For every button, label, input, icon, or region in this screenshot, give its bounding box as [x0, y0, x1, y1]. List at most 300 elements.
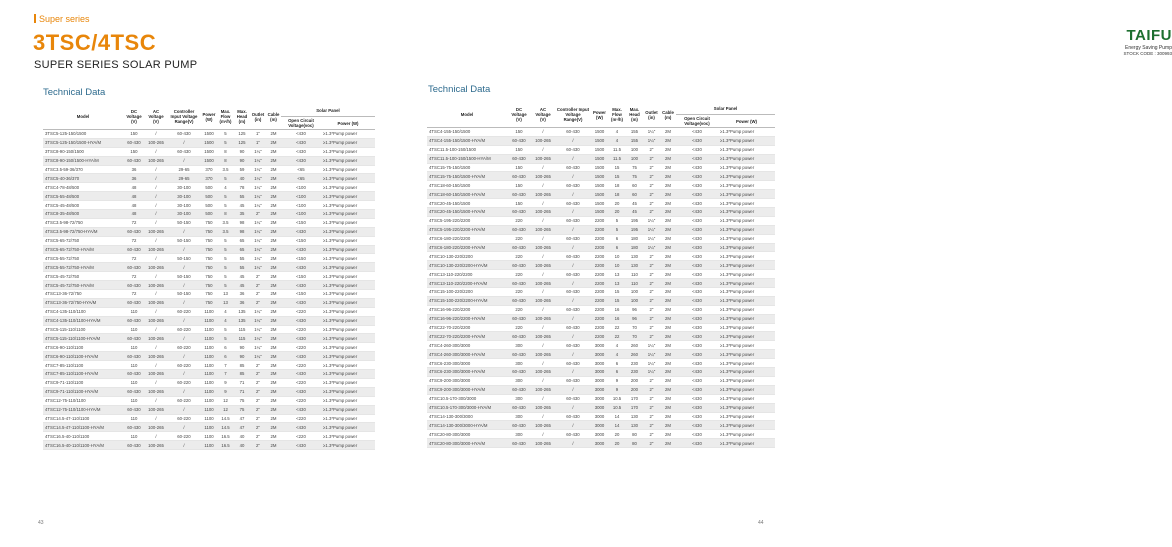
cell-ac-voltage: 100-265 [531, 368, 555, 377]
cell-panel-power: ≥1.3*Pump power [718, 145, 775, 154]
table-row [43, 254, 375, 263]
cell-power: 1100 [201, 325, 217, 334]
table-row [43, 183, 375, 192]
section-title-left: Technical Data [43, 87, 106, 98]
cell-open-circuit-voltage: <220 [281, 361, 321, 370]
cell-max-head: 60 [626, 181, 643, 190]
cell-ac-voltage: 100-265 [145, 245, 167, 254]
cell-max-head: 230 [626, 368, 643, 377]
cell-max-head: 71 [234, 387, 250, 396]
cell-max-head: 230 [626, 359, 643, 368]
cell-max-flow: 11.5 [608, 145, 626, 154]
cell-controller-voltage: 60-220 [167, 325, 201, 334]
table-row [43, 325, 375, 334]
cell-max-head: 55 [234, 263, 250, 272]
cell-cable: 2M [660, 181, 676, 190]
cell-power: 1500 [201, 138, 217, 147]
cell-ac-voltage: 100-265 [145, 334, 167, 343]
cell-max-flow: 6 [217, 343, 234, 352]
cell-max-flow: 10.5 [608, 403, 626, 412]
cell-ac-voltage: 100-265 [145, 405, 167, 414]
cell-max-head: 47 [234, 414, 250, 423]
cell-max-head: 40 [234, 174, 250, 183]
col-header-cable: Cable (m) [266, 104, 281, 130]
cell-dc-voltage: 60-430 [123, 370, 145, 379]
cell-dc-voltage: 60-430 [123, 263, 145, 272]
cell-ac-voltage: / [145, 432, 167, 441]
cell-model: 4TSC5-65-72/750 [43, 236, 123, 245]
cell-cable: 2M [660, 243, 676, 252]
cell-power: 1500 [591, 154, 608, 163]
cell-panel-power: ≥1.3*Pump power [321, 325, 375, 334]
cell-dc-voltage: 48 [123, 210, 145, 219]
cell-max-flow: 5 [217, 263, 234, 272]
cell-controller-voltage: / [167, 156, 201, 165]
cell-cable: 2M [660, 376, 676, 385]
cell-outlet: 2" [250, 378, 266, 387]
table-row [43, 210, 375, 219]
cell-power: 2200 [591, 216, 608, 225]
cell-open-circuit-voltage: <430 [676, 288, 718, 297]
col-header-controller: Controller Input Voltage Range(V) [555, 102, 591, 128]
cell-cable: 2M [266, 298, 281, 307]
cell-dc-voltage: 60-430 [507, 296, 531, 305]
cell-controller-voltage: / [555, 172, 591, 181]
cell-panel-power: ≥1.3*Pump power [321, 245, 375, 254]
cell-max-flow: 6 [608, 243, 626, 252]
cell-ac-voltage: 100-265 [145, 156, 167, 165]
cell-panel-power: ≥1.3*Pump power [718, 288, 775, 297]
cell-power: 2200 [591, 323, 608, 332]
cell-outlet: 1¼" [643, 136, 660, 145]
cell-open-circuit-voltage: <430 [676, 225, 718, 234]
cell-max-head: 40 [234, 441, 250, 450]
cell-max-head: 260 [626, 341, 643, 350]
cell-dc-voltage: 60-430 [123, 423, 145, 432]
cell-model: 4TSC6-90-110/1100-HYA/M [43, 352, 123, 361]
cell-controller-voltage: 50-150 [167, 272, 201, 281]
cell-outlet: 2" [643, 439, 660, 448]
cell-open-circuit-voltage: <430 [281, 281, 321, 290]
cell-outlet: 2" [250, 290, 266, 299]
page-title: 3TSC/4TSC [33, 30, 157, 55]
cell-ac-voltage: 100-265 [145, 263, 167, 272]
cell-power: 1100 [201, 396, 217, 405]
cell-open-circuit-voltage: <430 [676, 163, 718, 172]
cell-max-head: 75 [234, 405, 250, 414]
cell-cable: 2M [660, 145, 676, 154]
cell-open-circuit-voltage: <430 [281, 423, 321, 432]
cell-outlet: 1¼" [250, 263, 266, 272]
cell-cable: 2M [266, 174, 281, 183]
cell-cable: 2M [266, 218, 281, 227]
cell-dc-voltage: 72 [123, 290, 145, 299]
cell-model: 4TSC4-135-110/1100-HYA/M [43, 316, 123, 325]
cell-outlet: 2" [643, 430, 660, 439]
cell-cable: 2M [660, 394, 676, 403]
cell-max-flow: 4 [217, 183, 234, 192]
cell-model: 4TSC4-260-300/3000-HYA/M [427, 350, 507, 359]
cell-ac-voltage: 100-265 [531, 136, 555, 145]
cell-power: 750 [201, 218, 217, 227]
col-header-open-circuit: Open Circuit Voltage(voc) [676, 115, 718, 128]
table-row [427, 403, 775, 412]
cell-ac-voltage: / [531, 199, 555, 208]
cell-power: 1100 [201, 316, 217, 325]
cell-model: 4TSC6-90-110/1100 [43, 343, 123, 352]
col-header-ac-voltage: AC Voltage (V) [145, 104, 167, 130]
cell-outlet: 1¼" [250, 192, 266, 201]
cell-max-head: 180 [626, 243, 643, 252]
cell-panel-power: ≥1.3*Pump power [718, 199, 775, 208]
cell-outlet: 2" [643, 314, 660, 323]
table-row [43, 343, 375, 352]
cell-power: 1500 [591, 136, 608, 145]
cell-cable: 2M [660, 270, 676, 279]
cell-open-circuit-voltage: <150 [281, 236, 321, 245]
cell-open-circuit-voltage: <430 [676, 154, 718, 163]
cell-open-circuit-voltage: <430 [676, 279, 718, 288]
cell-controller-voltage: / [167, 138, 201, 147]
cell-ac-voltage: / [531, 128, 555, 137]
cell-panel-power: ≥1.3*Pump power [321, 130, 375, 139]
cell-model: 4TSC4-155-150/1500 [427, 128, 507, 137]
cell-panel-power: ≥1.3*Pump power [718, 208, 775, 217]
cell-outlet: 2" [643, 190, 660, 199]
cell-panel-power: ≥1.3*Pump power [718, 305, 775, 314]
section-title-right: Technical Data [428, 84, 491, 95]
cell-dc-voltage: 150 [123, 130, 145, 139]
cell-model: 4TSC18-60-150/1500-HYA/M [427, 190, 507, 199]
logo-stock-code: STOCK CODE : 300993 [1123, 51, 1172, 56]
series-accent-bar [34, 14, 36, 23]
table-row [427, 234, 775, 243]
cell-panel-power: ≥1.3*Pump power [718, 350, 775, 359]
cell-power: 2200 [591, 296, 608, 305]
cell-panel-power: ≥1.3*Pump power [718, 234, 775, 243]
cell-max-flow: 18 [608, 190, 626, 199]
cell-dc-voltage: 110 [123, 307, 145, 316]
cell-dc-voltage: 48 [123, 192, 145, 201]
cell-controller-voltage: 60-220 [167, 343, 201, 352]
cell-max-head: 80 [626, 430, 643, 439]
cell-max-head: 260 [626, 350, 643, 359]
cell-outlet: 1¼" [250, 227, 266, 236]
cell-outlet: 1¼" [643, 243, 660, 252]
cell-ac-voltage: / [531, 145, 555, 154]
cell-outlet: 2" [643, 332, 660, 341]
cell-cable: 2M [266, 245, 281, 254]
cell-open-circuit-voltage: <430 [676, 208, 718, 217]
cell-power: 1100 [201, 423, 217, 432]
table-row [43, 414, 375, 423]
cell-power: 1500 [591, 199, 608, 208]
cell-max-flow: 13 [217, 290, 234, 299]
cell-cable: 2M [266, 138, 281, 147]
cell-power: 2200 [591, 261, 608, 270]
cell-ac-voltage: / [531, 234, 555, 243]
cell-dc-voltage: 300 [507, 376, 531, 385]
cell-model: 4TSC11.5-100-150/1500 [427, 145, 507, 154]
cell-panel-power: ≥1.3*Pump power [718, 252, 775, 261]
cell-ac-voltage: / [145, 290, 167, 299]
cell-cable: 2M [660, 368, 676, 377]
cell-panel-power: ≥1.3*Pump power [321, 254, 375, 263]
cell-outlet: 2" [250, 361, 266, 370]
cell-max-flow: 9 [217, 378, 234, 387]
cell-power: 3000 [591, 412, 608, 421]
cell-model: 4TSC4-155-150/1500-HYA/M [427, 136, 507, 145]
cell-model: 4TSC4-135-110/1100 [43, 307, 123, 316]
cell-open-circuit-voltage: <150 [281, 218, 321, 227]
cell-panel-power: ≥1.3*Pump power [718, 261, 775, 270]
cell-cable: 2M [266, 192, 281, 201]
cell-dc-voltage: 300 [507, 430, 531, 439]
cell-max-head: 65 [234, 245, 250, 254]
cell-open-circuit-voltage: <100 [281, 192, 321, 201]
cell-controller-voltage: / [555, 243, 591, 252]
cell-open-circuit-voltage: <430 [676, 216, 718, 225]
cell-max-flow: 22 [608, 332, 626, 341]
cell-panel-power: ≥1.3*Pump power [321, 147, 375, 156]
cell-outlet: 1¼" [643, 225, 660, 234]
cell-max-flow: 14 [608, 412, 626, 421]
cell-panel-power: ≥1.3*Pump power [321, 405, 375, 414]
cell-max-flow: 5 [217, 174, 234, 183]
cell-controller-voltage: 60-220 [167, 396, 201, 405]
cell-ac-voltage: 100-265 [531, 439, 555, 448]
cell-open-circuit-voltage: <430 [676, 181, 718, 190]
cell-cable: 2M [660, 350, 676, 359]
cell-power: 750 [201, 245, 217, 254]
cell-panel-power: ≥1.3*Pump power [718, 368, 775, 377]
cell-cable: 2M [266, 423, 281, 432]
cell-open-circuit-voltage: <430 [676, 190, 718, 199]
cell-ac-voltage: 100-265 [531, 332, 555, 341]
cell-dc-voltage: 60-430 [123, 281, 145, 290]
cell-max-flow: 5 [217, 325, 234, 334]
cell-panel-power: ≥1.3*Pump power [321, 227, 375, 236]
cell-max-head: 71 [234, 378, 250, 387]
cell-controller-voltage: / [555, 190, 591, 199]
cell-cable: 2M [266, 201, 281, 210]
cell-ac-voltage: 100-265 [531, 225, 555, 234]
cell-cable: 2M [660, 279, 676, 288]
cell-outlet: 2" [643, 403, 660, 412]
cell-panel-power: ≥1.3*Pump power [321, 236, 375, 245]
cell-panel-power: ≥1.3*Pump power [321, 396, 375, 405]
cell-model: 4TSC5-115-110/1100 [43, 325, 123, 334]
cell-model: 3TSC5-125-150/1500-HYA/M [43, 138, 123, 147]
cell-open-circuit-voltage: <150 [281, 290, 321, 299]
cell-open-circuit-voltage: <430 [676, 270, 718, 279]
cell-power: 2200 [591, 288, 608, 297]
cell-cable: 2M [660, 288, 676, 297]
cell-controller-voltage: 60-430 [555, 128, 591, 137]
cell-model: 4TSC8-35-48/500 [43, 210, 123, 219]
cell-outlet: 2" [250, 298, 266, 307]
cell-outlet: 1¼" [250, 165, 266, 174]
cell-dc-voltage: 60-430 [507, 190, 531, 199]
cell-dc-voltage: 110 [123, 396, 145, 405]
col-header-cable: Cable (m) [660, 102, 676, 128]
cell-ac-voltage: 100-265 [531, 350, 555, 359]
cell-ac-voltage: / [531, 181, 555, 190]
cell-ac-voltage: / [145, 210, 167, 219]
cell-max-head: 130 [626, 261, 643, 270]
cell-outlet: 1¼" [250, 245, 266, 254]
cell-cable: 2M [660, 172, 676, 181]
cell-max-head: 110 [626, 270, 643, 279]
table-row [427, 394, 775, 403]
cell-panel-power: ≥1.3*Pump power [718, 376, 775, 385]
cell-power: 750 [201, 254, 217, 263]
cell-cable: 2M [660, 439, 676, 448]
cell-power: 1100 [201, 387, 217, 396]
cell-power: 1100 [201, 361, 217, 370]
cell-max-head: 90 [234, 147, 250, 156]
cell-power: 1100 [201, 334, 217, 343]
cell-panel-power: ≥1.3*Pump power [321, 343, 375, 352]
cell-controller-voltage: 60-430 [555, 323, 591, 332]
cell-panel-power: ≥1.3*Pump power [321, 432, 375, 441]
cell-max-flow: 4 [608, 128, 626, 137]
cell-max-head: 75 [626, 163, 643, 172]
cell-ac-voltage: / [145, 147, 167, 156]
cell-panel-power: ≥1.3*Pump power [321, 156, 375, 165]
col-header-panel-power: Power (W) [718, 115, 775, 128]
cell-controller-voltage: / [167, 298, 201, 307]
cell-outlet: 2" [250, 281, 266, 290]
cell-outlet: 2" [643, 261, 660, 270]
cell-model: 4TSC16-96-220/2200 [427, 305, 507, 314]
cell-max-flow: 12 [217, 405, 234, 414]
cell-open-circuit-voltage: <430 [676, 403, 718, 412]
cell-panel-power: ≥1.3*Pump power [321, 387, 375, 396]
cell-ac-voltage: / [531, 270, 555, 279]
cell-open-circuit-voltage: <430 [676, 385, 718, 394]
table-row [43, 370, 375, 379]
table-row [43, 396, 375, 405]
cell-max-flow: 5 [217, 254, 234, 263]
cell-ac-voltage: 100-265 [531, 421, 555, 430]
cell-dc-voltage: 60-430 [123, 405, 145, 414]
cell-open-circuit-voltage: <430 [676, 234, 718, 243]
cell-max-flow: 15 [608, 296, 626, 305]
cell-controller-voltage: 29-65 [167, 165, 201, 174]
cell-controller-voltage: 30-100 [167, 192, 201, 201]
cell-max-flow: 16 [608, 305, 626, 314]
cell-ac-voltage: 100-265 [145, 441, 167, 450]
cell-controller-voltage: / [555, 332, 591, 341]
cell-open-circuit-voltage: <430 [676, 332, 718, 341]
cell-panel-power: ≥1.3*Pump power [321, 165, 375, 174]
table-row [427, 208, 775, 217]
cell-dc-voltage: 60-430 [123, 138, 145, 147]
col-header-model: Model [427, 102, 507, 128]
cell-cable: 2M [266, 272, 281, 281]
cell-cable: 2M [660, 332, 676, 341]
cell-panel-power: ≥1.3*Pump power [718, 332, 775, 341]
cell-dc-voltage: 72 [123, 254, 145, 263]
cell-panel-power: ≥1.3*Pump power [321, 210, 375, 219]
cell-outlet: 1¼" [643, 368, 660, 377]
table-row [43, 263, 375, 272]
cell-max-head: 85 [234, 361, 250, 370]
cell-power: 1500 [591, 172, 608, 181]
cell-cable: 2M [266, 281, 281, 290]
cell-power: 1100 [201, 370, 217, 379]
cell-outlet: 1" [250, 138, 266, 147]
cell-max-flow: 14.5 [217, 423, 234, 432]
cell-max-flow: 10.5 [608, 394, 626, 403]
cell-ac-voltage: 100-265 [531, 279, 555, 288]
table-row [427, 216, 775, 225]
cell-ac-voltage: / [531, 376, 555, 385]
cell-ac-voltage: 100-265 [145, 281, 167, 290]
cell-ac-voltage: 100-265 [531, 261, 555, 270]
cell-max-flow: 11.5 [608, 154, 626, 163]
table-row [427, 368, 775, 377]
cell-open-circuit-voltage: <430 [281, 441, 321, 450]
cell-max-head: 55 [234, 192, 250, 201]
cell-ac-voltage: / [145, 254, 167, 263]
cell-max-head: 130 [626, 252, 643, 261]
cell-max-flow: 16.5 [217, 441, 234, 450]
cell-ac-voltage: / [145, 325, 167, 334]
cell-max-head: 195 [626, 225, 643, 234]
cell-outlet: 2" [250, 272, 266, 281]
cell-model: 4TSC18-60-150/1500 [427, 181, 507, 190]
cell-ac-voltage: 100-265 [531, 243, 555, 252]
cell-cable: 2M [266, 307, 281, 316]
table-row [43, 352, 375, 361]
cell-dc-voltage: 60-430 [507, 243, 531, 252]
cell-outlet: 1¼" [250, 174, 266, 183]
cell-model: 4TSC13-36-72/750-HYA/M [43, 298, 123, 307]
cell-outlet: 2" [643, 394, 660, 403]
cell-max-flow: 15 [608, 288, 626, 297]
cell-controller-voltage: / [167, 441, 201, 450]
cell-controller-voltage: 60-430 [555, 305, 591, 314]
cell-outlet: 1¼" [250, 352, 266, 361]
cell-power: 1100 [201, 414, 217, 423]
cell-ac-voltage: / [531, 216, 555, 225]
cell-open-circuit-voltage: <430 [676, 199, 718, 208]
cell-ac-voltage: 100-265 [145, 370, 167, 379]
cell-model: 4TSC10-130-220/2200-HYA/M [427, 261, 507, 270]
cell-controller-voltage: 60-220 [167, 361, 201, 370]
cell-panel-power: ≥1.3*Pump power [718, 412, 775, 421]
cell-power: 3000 [591, 350, 608, 359]
cell-controller-voltage: 60-430 [555, 359, 591, 368]
cell-power: 1100 [201, 307, 217, 316]
cell-model: 4TSC16-96-220/2200-HYA/M [427, 314, 507, 323]
cell-model: 4TSC9-71-110/1100-HYA/M [43, 387, 123, 396]
cell-panel-power: ≥1.3*Pump power [321, 370, 375, 379]
cell-power: 1100 [201, 378, 217, 387]
cell-outlet: 2" [250, 405, 266, 414]
cell-panel-power: ≥1.3*Pump power [321, 441, 375, 450]
table-row [427, 225, 775, 234]
cell-open-circuit-voltage: <430 [676, 376, 718, 385]
table-row [427, 439, 775, 448]
cell-model: 4TSC4-260-300/3000 [427, 341, 507, 350]
cell-model: 4TSC13-110-220/2200 [427, 270, 507, 279]
cell-controller-voltage: / [555, 136, 591, 145]
cell-outlet: 2" [250, 387, 266, 396]
cell-max-head: 60 [626, 190, 643, 199]
